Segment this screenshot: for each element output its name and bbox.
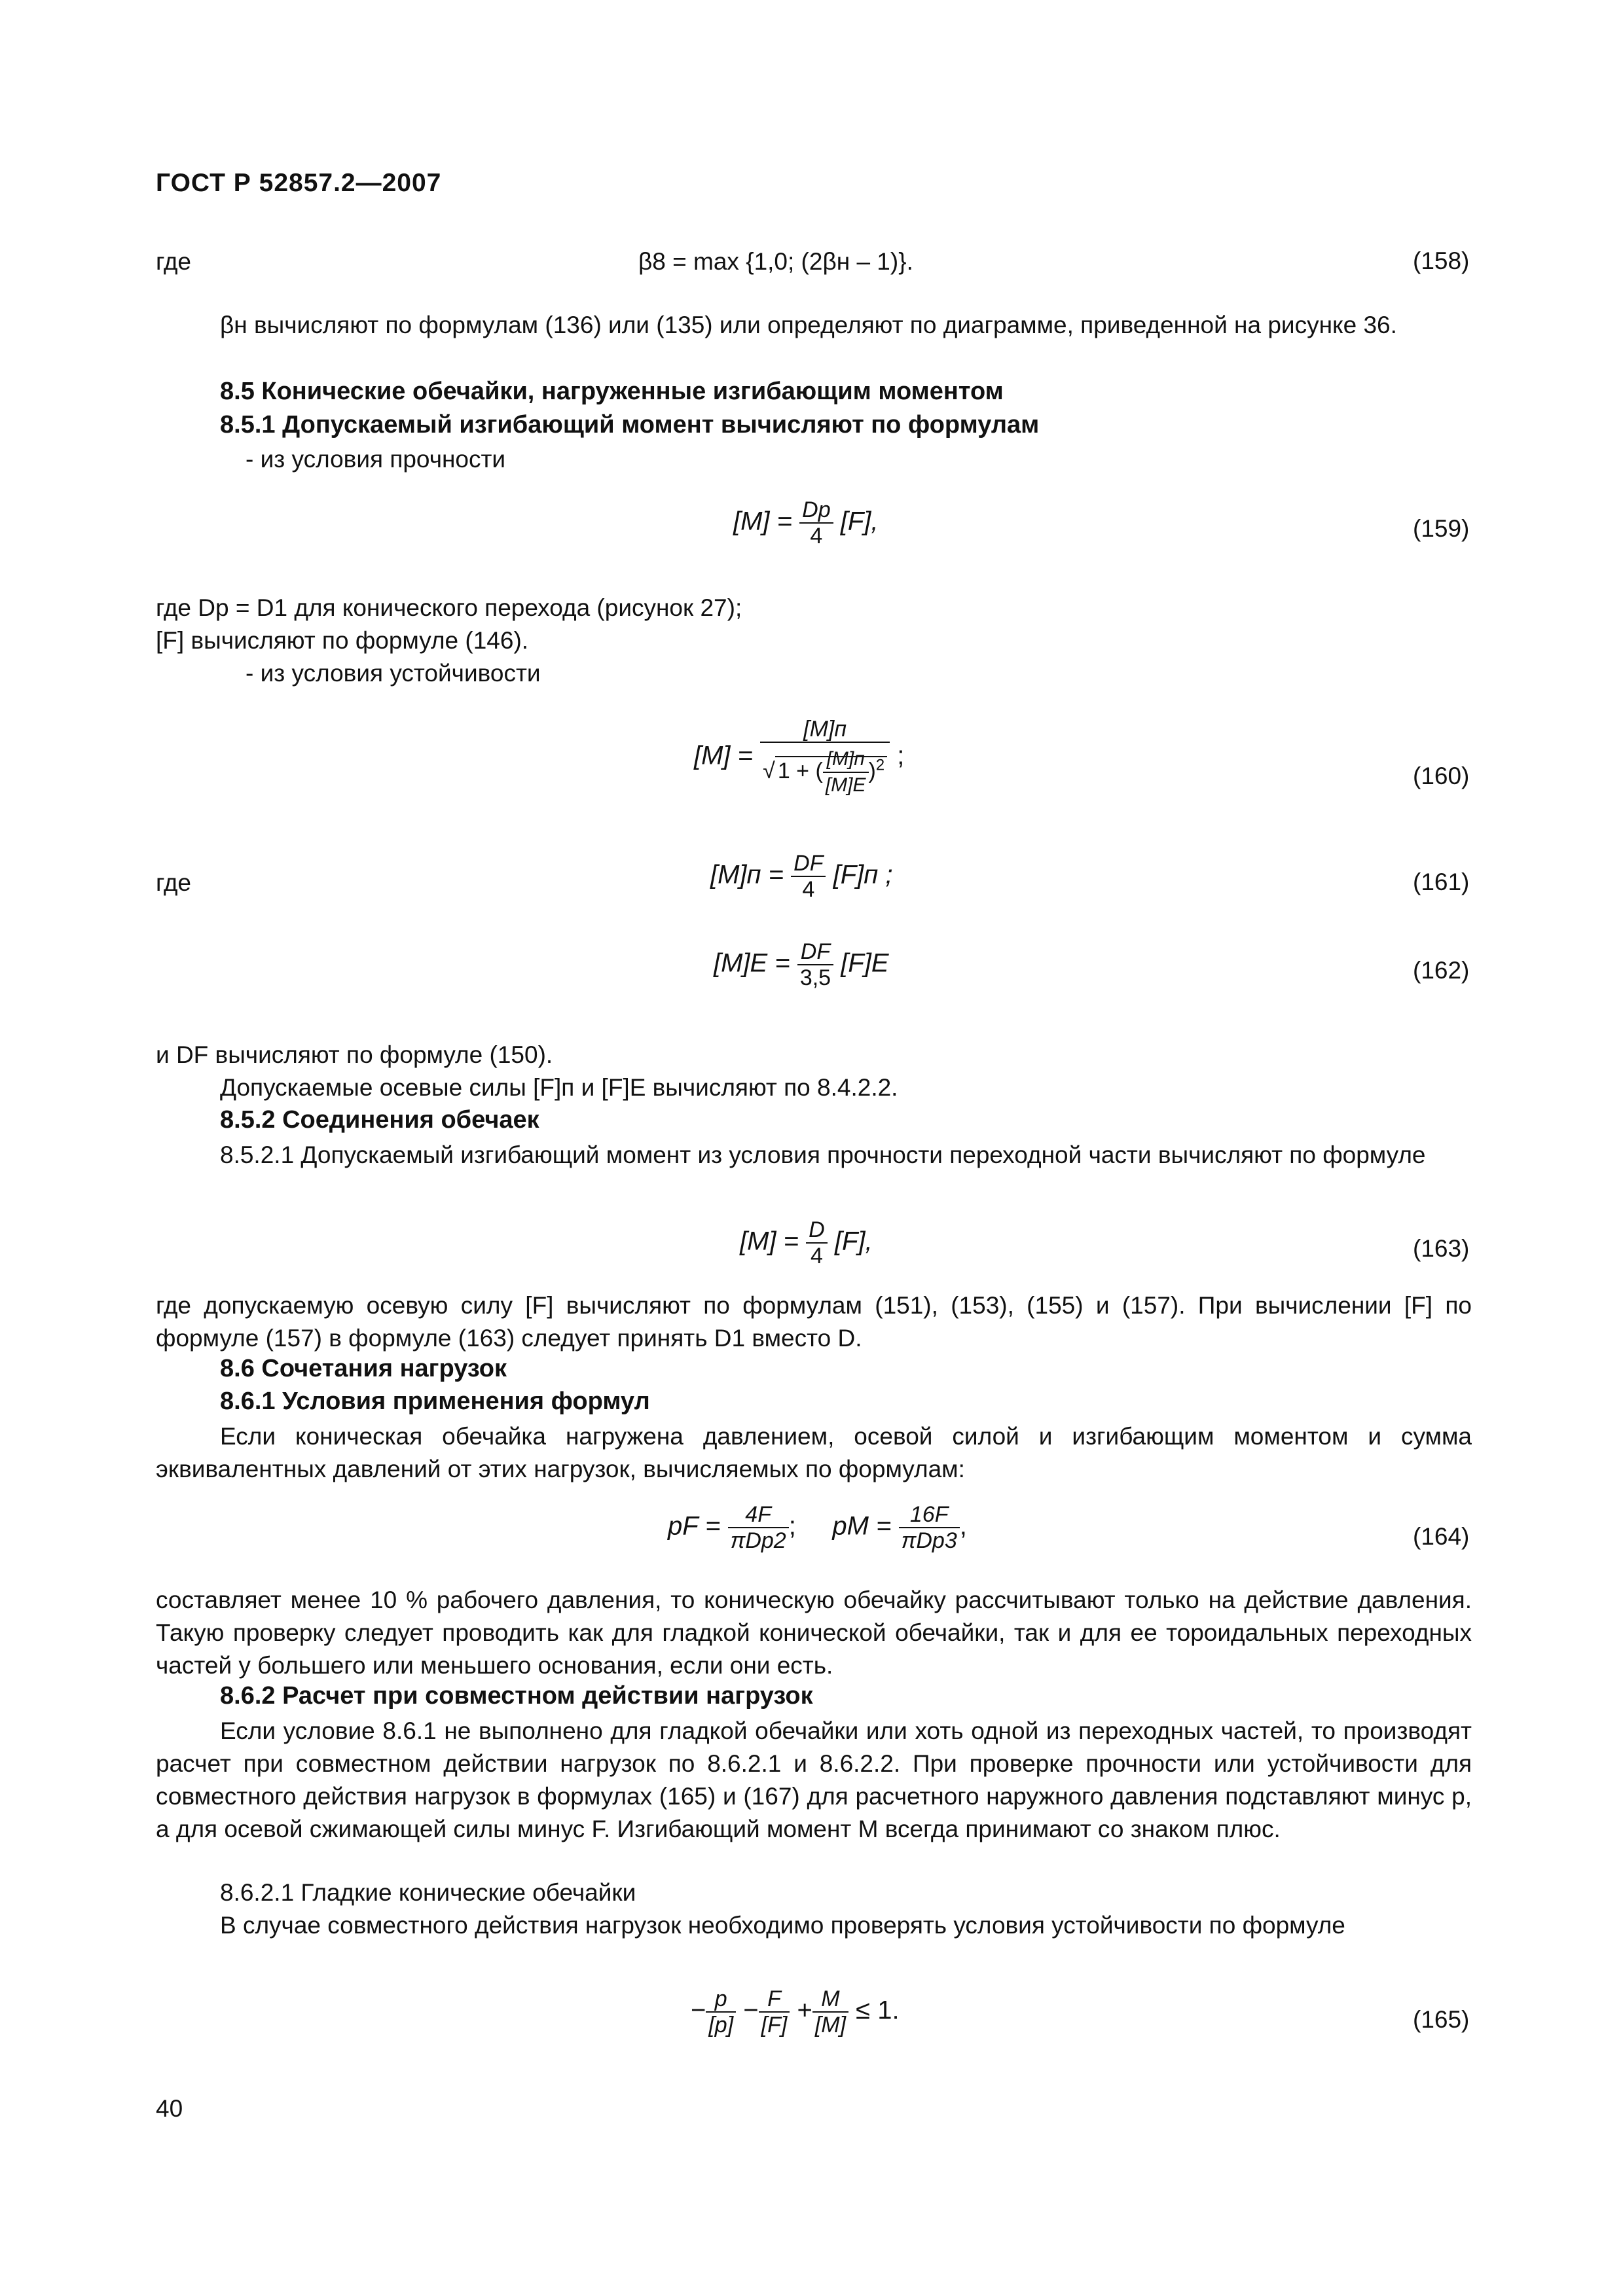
section-8-5-heading: 8.5 Конические обечайки, нагруженные изгибающим моментом — [220, 378, 1004, 405]
paragraph-dp: где Dp = D1 для конического перехода (рисунок 27); — [156, 594, 742, 621]
equation-number-162: (162) — [1413, 957, 1470, 984]
section-8-6-1-heading: 8.6.1 Условия применения формул — [220, 1388, 650, 1415]
equation-number-165: (165) — [1413, 2006, 1470, 2033]
paragraph-8-5-2-1: 8.5.2.1 Допускаемый изгибающий момент из условия прочности переходной части вычисляют по формуле — [220, 1141, 1426, 1168]
section-8-5-2-heading: 8.5.2 Соединения обечаек — [220, 1106, 539, 1134]
condition-stability: - из условия устойчивости — [246, 660, 541, 687]
paragraph-df: и DF вычисляют по формуле (150). — [156, 1041, 553, 1068]
equation-number-163: (163) — [1413, 1235, 1470, 1262]
equation-number-158: (158) — [1413, 247, 1470, 274]
page-number: 40 — [156, 2095, 183, 2122]
formula-162: [M]E = $\frac{DF}{3,5}$ [F]E — [714, 939, 889, 990]
equation-number-159: (159) — [1413, 515, 1470, 542]
paragraph-axial-force: где допускаемую осевую силу [F] вычисляют по формулам (151), (153), (155) и (157). При вычислении [F] по формуле (157) в формуле (163) следует принять D1 вместо D. — [156, 1292, 1472, 1352]
formula-159: [M] = $\frac{Dp}{4}$ [F], — [733, 497, 879, 548]
section-8-6-2-1-heading: 8.6.2.1 Гладкие конические обечайки — [220, 1879, 636, 1906]
equation-number-161: (161) — [1413, 869, 1470, 895]
formula-160: [M] = [M]п √ 1 + ( $\frac{[M]п}{[M]E}$ )$^2$ ; — [694, 717, 905, 796]
paragraph-8-6-1: Если коническая обечайка нагружена давлением, осевой силой и изгибающим моментом и сумма эквивалентных давлений от этих нагрузок, вычисляемых по формулам: — [156, 1423, 1472, 1482]
paragraph-axial-forces: Допускаемые осевые силы [F]п и [F]E вычисляют по 8.4.2.2. — [220, 1074, 898, 1101]
section-8-6-heading: 8.6 Сочетания нагрузок — [220, 1355, 507, 1382]
section-8-6-2-heading: 8.6.2 Расчет при совместном действии нагрузок — [220, 1682, 813, 1710]
formula-165: − $\frac{p}{[p]}$ − $\frac{F}{[F]}$ + $\frac{M}{[M]}$ ≤ 1. — [691, 1986, 900, 2037]
paragraph-beta: βн вычисляют по формулам (136) или (135) или определяют по диаграмме, приведенной на рисунке 36. — [220, 312, 1397, 338]
paragraph-f146: [F] вычисляют по формуле (146). — [156, 627, 529, 654]
formula-161: [M]п = $\frac{DF}{4}$ [F]п ; — [710, 851, 893, 902]
paragraph-8-6-2: Если условие 8.6.1 не выполнено для гладкой обечайки или хоть одной из переходных частей, то производят расчет при совместном действии нагрузок по 8.6.2.1 и 8.6.2.2. При проверке прочности или устойчивости для совместного действия нагрузок в формулах (165) и (167) для расчетного наружного давления подставляют минус p, а для осевой сжимающей силы минус F. Изгибающий момент M всегда принимают со знаком плюс. — [156, 1717, 1472, 1842]
formula-163: [M] = $\frac{D}{4}$ [F], — [740, 1217, 873, 1268]
section-8-5-1-heading: 8.5.1 Допускаемый изгибающий момент вычисляют по формулам — [220, 411, 1040, 439]
formula-158: β8 = max {1,0; (2βн – 1)}. — [638, 248, 913, 275]
paragraph-8-6-2-1: В случае совместного действия нагрузок необходимо проверять условия устойчивости по формуле — [220, 1912, 1345, 1939]
equation-number-164: (164) — [1413, 1523, 1470, 1550]
condition-strength: - из условия прочности — [246, 446, 506, 473]
equation-number-160: (160) — [1413, 762, 1470, 789]
formula-164: pF = $\frac{4F}{\text{πDp2}}$ ; pM = $\frac{16F}{\text{πDp3}}$ , — [668, 1502, 967, 1553]
document-header: ГОСТ Р 52857.2—2007 — [156, 169, 442, 197]
where-label-161: где — [156, 869, 192, 896]
paragraph-pressure-check: составляет менее 10 % рабочего давления, то коническую обечайку рассчитывают только на действие давления. Такую проверку следует проводить как для гладкой конической обечайки, так и для ее тороидальных переходных частей у большего или меньшего основания, если они есть. — [156, 1587, 1472, 1679]
where-label: где — [156, 248, 192, 275]
